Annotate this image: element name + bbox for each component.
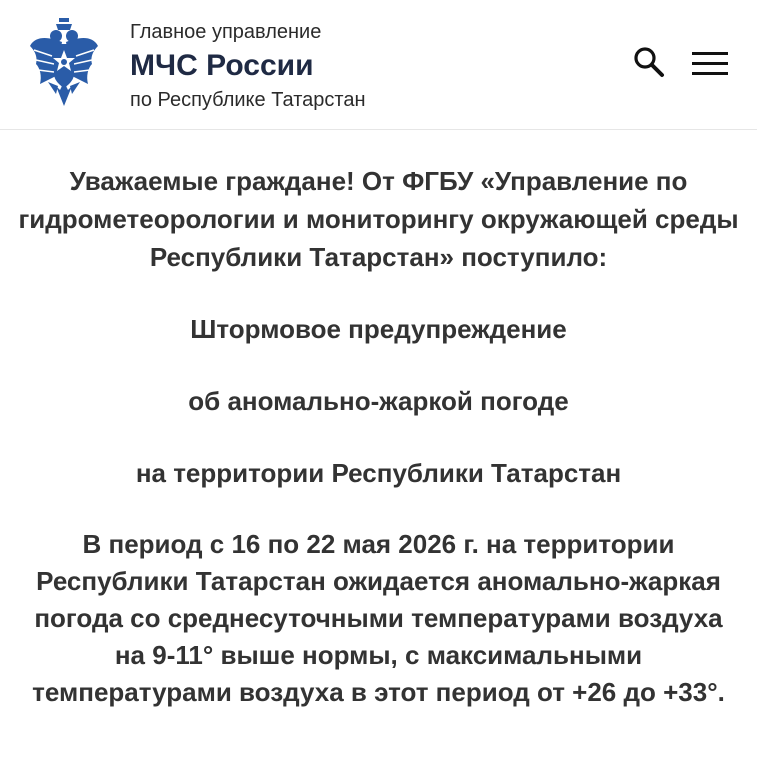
article-body: В период с 16 по 22 мая 2026 г. на территории Республики Татарстан ожидается аномально-жаркая погода со среднесуточными температурами воздуха на 9-11° выше нормы, с максимальными температурами воздуха в этот период от +26 до +33°. <box>32 529 725 707</box>
brand-title: МЧС России <box>130 49 314 82</box>
search-icon[interactable] <box>632 45 666 79</box>
warning-line-1: Штормовое предупреждение <box>190 314 567 344</box>
article-content <box>0 162 757 711</box>
warning-line-2: об аномально-жаркой погоде <box>188 386 569 416</box>
emblem-eagle-icon[interactable] <box>26 16 102 110</box>
brand-block[interactable] <box>130 20 366 112</box>
brand-subtitle: по Республике Татарстан <box>130 89 366 111</box>
hamburger-menu-icon[interactable] <box>690 50 730 78</box>
site-header <box>0 0 757 130</box>
brand-top-line: Главное управление <box>130 21 322 43</box>
warning-line-3: на территории Республики Татарстан <box>135 458 622 488</box>
article-intro: Уважаемые граждане! От ФГБУ «Управление по гидрометеорологии и мониторингу окружающей среды Республики Татарстан» поступило: <box>18 166 739 272</box>
